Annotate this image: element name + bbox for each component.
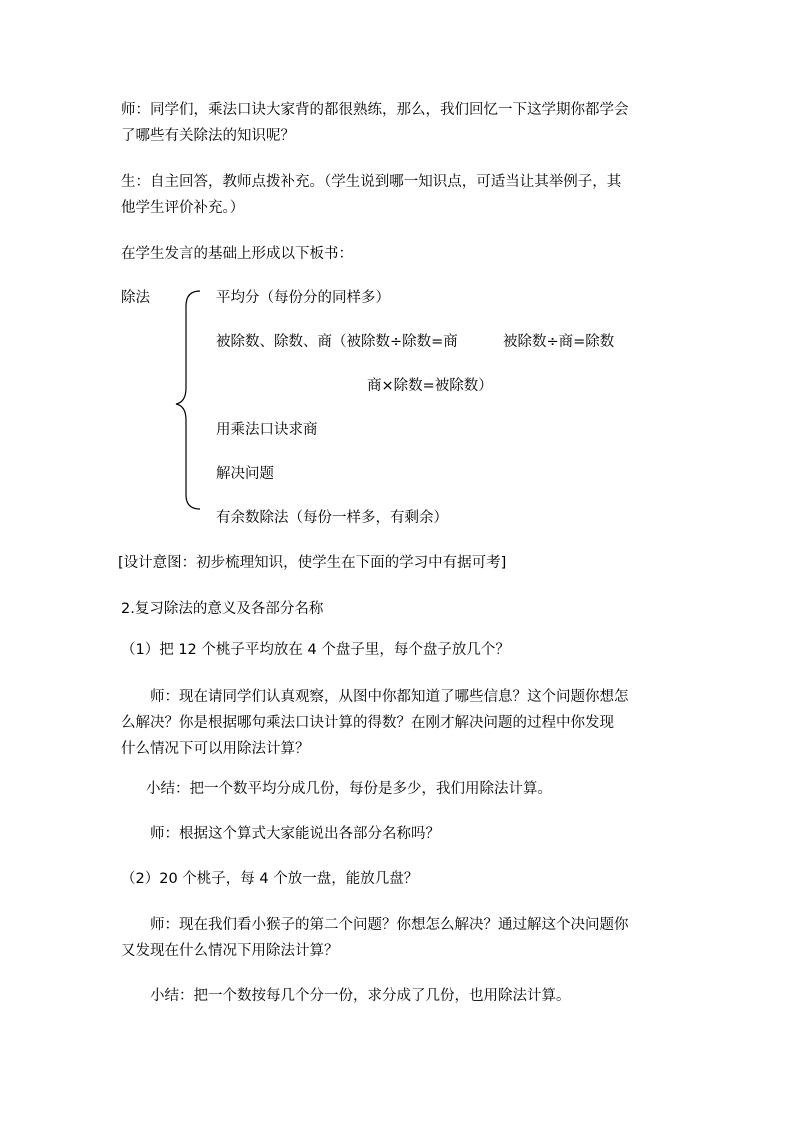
board-item-multiplication: 用乘法口诀求商 [216, 422, 318, 438]
board-item-parts-b: 被除数÷商=除数 [503, 334, 615, 350]
teacher-observe-line-3: 什么情况下可以用除法计算？ [121, 741, 310, 757]
teacher-question-line-1: 师：同学们，乘法口诀大家背的都很熟练，那么，我们回忆一下这学期你都学会 [121, 102, 629, 118]
summary-1: 小结：把一个数平均分成几份，每份是多少，我们用除法计算。 [146, 781, 552, 797]
teacher-observe-line-2: 么解决？你是根据哪句乘法口诀计算的得数？在刚才解决问题的过程中你发现 [121, 715, 614, 731]
design-note: [设计意图：初步梳理知识，使学生在下面的学习中有据可考] [118, 555, 507, 571]
teacher-parts-names: 师：根据这个算式大家能说出各部分名称吗？ [150, 826, 440, 842]
teacher-question-line-2: 了哪些有关除法的知识呢？ [121, 128, 295, 144]
board-label: 除法 [121, 290, 150, 306]
board-item-problem-solving: 解决问题 [216, 466, 274, 482]
teacher-monkey-line-1: 师：现在我们看小猴子的第二个问题？你想怎么解决？通过解这个决问题你 [150, 917, 629, 933]
question-1: （1）把 12 个桃子平均放在 4 个盘子里，每个盘子放几个？ [121, 642, 510, 658]
board-item-parts-c: 商×除数=被除数） [367, 378, 493, 394]
student-answer-line-1: 生：自主回答，教师点拨补充。（学生说到哪一知识点，可适当让其举例子，其 [121, 174, 622, 190]
board-item-remainder: 有余数除法（每份一样多，有剩余） [216, 510, 448, 526]
teacher-observe-line-1: 师：现在请同学们认真观察，从图中你都知道了哪些信息？这个问题你想怎 [150, 689, 629, 705]
board-item-parts-a: 被除数、除数、商（被除数÷除数=商 [216, 334, 458, 350]
summary-2: 小结：把一个数按每几个分一份，求分成了几份，也用除法计算。 [150, 988, 571, 1004]
board-intro: 在学生发言的基础上形成以下板书： [121, 246, 353, 262]
question-2: （2）20 个桃子，每 4 个放一盘，能放几盘？ [121, 871, 419, 887]
section-2-heading: 2.复习除法的意义及各部分名称 [121, 601, 324, 617]
student-answer-line-2: 他学生评价补充。） [121, 200, 245, 216]
teacher-monkey-line-2: 又发现在什么情况下用除法计算？ [121, 943, 339, 959]
board-item-average: 平均分（每份分的同样多） [216, 290, 390, 306]
